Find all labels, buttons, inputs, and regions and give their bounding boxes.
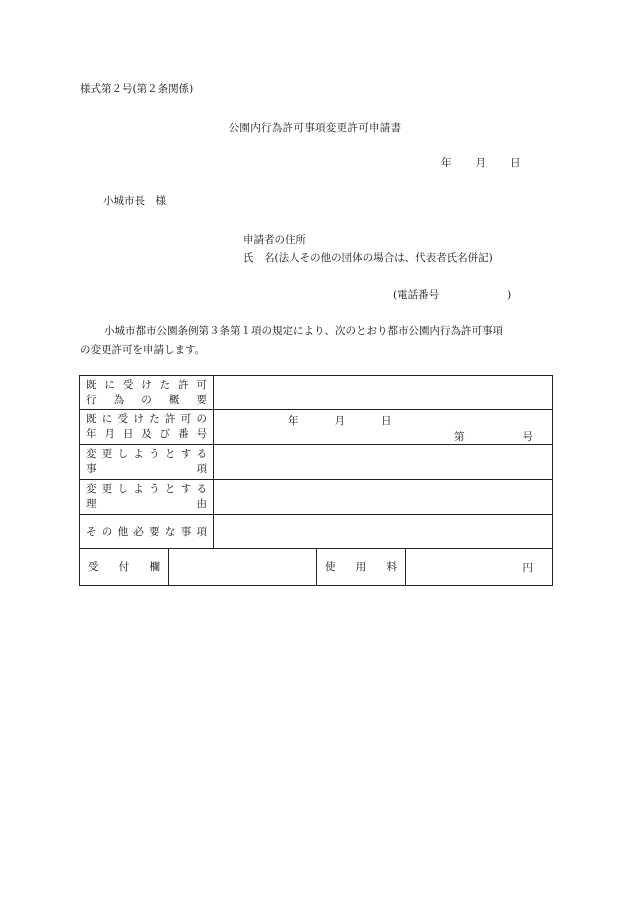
fee-label: 使用料 xyxy=(317,549,406,586)
applicant-phone-label xyxy=(393,287,511,302)
change-reason-field[interactable] xyxy=(214,480,553,515)
previous-permit-date-number-field[interactable] xyxy=(214,410,553,445)
table-row xyxy=(80,376,553,410)
applicant-name-label: 氏 名(法人その他の団体の場合は、代表者氏名併記) xyxy=(243,252,493,264)
permit-date: 年 月 日 xyxy=(288,415,392,427)
body-line-2: の変更許可を申請します。 xyxy=(80,344,206,356)
previous-permit-summary-field[interactable] xyxy=(214,376,553,410)
fee-field[interactable] xyxy=(406,549,553,586)
body-paragraph xyxy=(80,322,552,360)
previous-permit-summary-label: 既に受けた許可 行為の概要 xyxy=(80,376,214,410)
document-title: 公園内行為許可事項変更許可申請書 xyxy=(228,122,402,134)
table-row xyxy=(80,445,553,480)
date-month-label: 月 xyxy=(475,157,486,169)
body-line-1: 小城市都市公園条例第３条第１項の規定により、次のとおり都市公園内行為許可事項 xyxy=(104,325,503,337)
table-row xyxy=(80,410,553,445)
change-item-field[interactable] xyxy=(214,445,553,480)
phone-open: (電話番号 xyxy=(393,289,440,301)
table-row xyxy=(80,480,553,515)
table-row xyxy=(80,549,553,586)
receipt-field[interactable] xyxy=(169,549,317,586)
change-reason-label: 変更しようとする 理 由 xyxy=(80,480,214,515)
addressee: 小城市長 様 xyxy=(103,195,166,207)
applicant-address-label: 申請者の住所 xyxy=(243,234,306,246)
permit-number: 第 号 xyxy=(454,431,533,443)
change-item-label: 変更しようとする 事 項 xyxy=(80,445,214,480)
form-number: 様式第２号(第２条関係) xyxy=(80,83,194,95)
previous-permit-date-number-label: 既に受けた許可の 年月日及び番号 xyxy=(80,410,214,445)
table-row xyxy=(80,515,553,549)
yen-unit: 円 xyxy=(522,562,534,574)
application-table xyxy=(79,375,553,586)
other-matters-label: その他必要な事項 xyxy=(80,515,214,549)
receipt-label: 受付欄 xyxy=(80,549,169,586)
application-date xyxy=(441,155,521,170)
date-year-label: 年 xyxy=(441,157,452,169)
phone-close: ) xyxy=(507,289,512,301)
date-day-label: 日 xyxy=(510,157,521,169)
other-matters-field[interactable] xyxy=(214,515,553,549)
